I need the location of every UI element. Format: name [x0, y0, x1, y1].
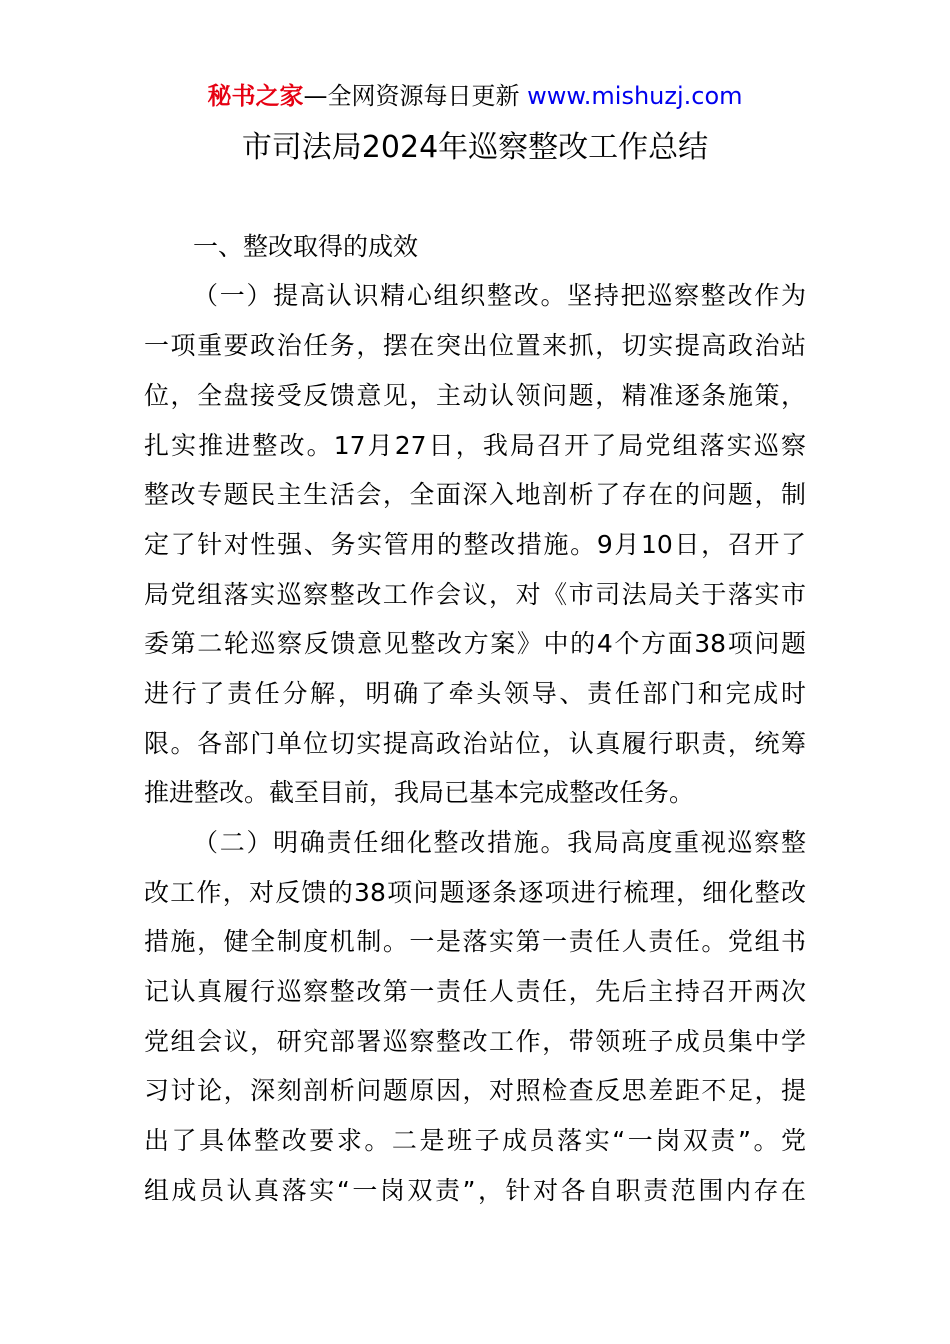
paragraph-line: 党组会议，研究部署巡察整改工作，带领班子成员集中学	[144, 1027, 806, 1056]
site-banner	[0, 80, 950, 112]
paragraph-line: 措施，健全制度机制。一是落实第一责任人责任。党组书	[144, 927, 806, 956]
paragraph-line: 限。各部门单位切实提高政治站位，认真履行职责，统筹	[144, 729, 806, 758]
paragraph-line: 整改专题民主生活会，全面深入地剖析了存在的问题，制	[144, 480, 806, 509]
document-title: 市司法局2024年巡察整改工作总结	[241, 130, 709, 165]
paragraph-line: 习讨论，深刻剖析问题原因，对照检查反思差距不足，提	[144, 1076, 806, 1105]
paragraph-line: 记认真履行巡察整改第一责任人责任，先后主持召开两次	[144, 977, 806, 1006]
paragraph-line: 组成员认真落实“一岗双责”，针对各自职责范围内存在	[144, 1176, 806, 1205]
paragraph-line: 出了具体整改要求。二是班子成员落实“一岗双责”。党	[144, 1126, 806, 1155]
paragraph-line: （一）提高认识精心组织整改。坚持把巡察整改作为	[193, 281, 806, 310]
site-tagline: —全网资源每日更新	[303, 82, 528, 110]
section-heading: 一、整改取得的成效	[193, 232, 419, 261]
paragraph-line: 委第二轮巡察反馈意见整改方案》中的4个方面38项问题	[144, 629, 806, 658]
site-url-link[interactable]: www.mishuzj.com	[527, 82, 743, 110]
site-brand: 秘书之家	[207, 82, 304, 110]
paragraph-line: 改工作，对反馈的38项问题逐条逐项进行梳理，细化整改	[144, 878, 806, 907]
paragraph-line: （二）明确责任细化整改措施。我局高度重视巡察整	[193, 828, 806, 857]
paragraph-line: 推进整改。截至目前，我局已基本完成整改任务。	[144, 778, 695, 807]
paragraph-line: 一项重要政治任务，摆在突出位置来抓，切实提高政治站	[144, 331, 806, 360]
paragraph-line: 进行了责任分解，明确了牵头领导、责任部门和完成时	[144, 679, 806, 708]
paragraph-line: 扎实推进整改。17月27日，我局召开了局党组落实巡察	[144, 431, 806, 460]
paragraph-line: 定了针对性强、务实管用的整改措施。9月10日，召开了	[144, 530, 806, 559]
paragraph-line: 位，全盘接受反馈意见，主动认领问题，精准逐条施策，	[144, 381, 806, 410]
paragraph-line: 局党组落实巡察整改工作会议，对《市司法局关于落实市	[144, 580, 806, 609]
